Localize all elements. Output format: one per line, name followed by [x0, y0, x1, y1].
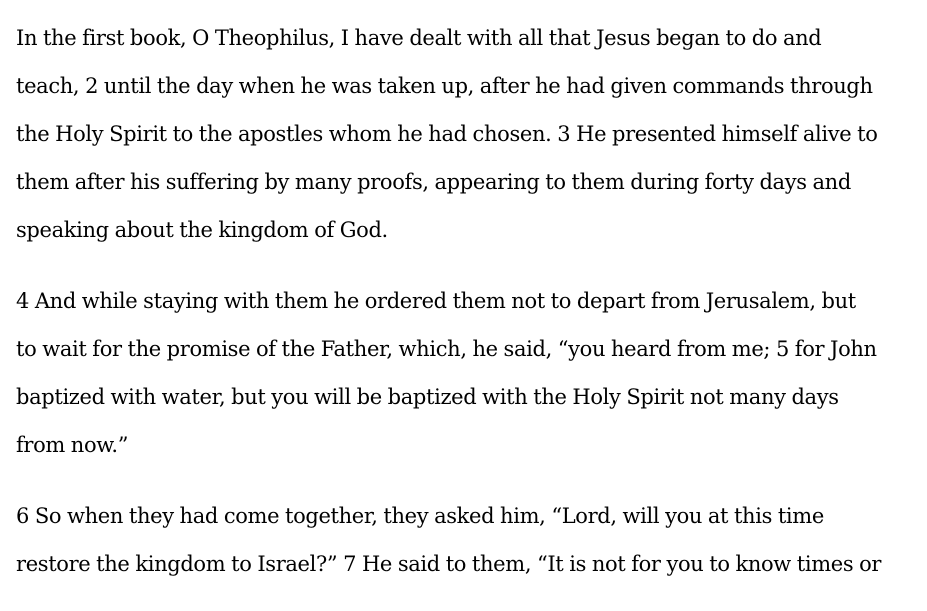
text-line: speaking about the kingdom of God.	[16, 218, 388, 242]
text-line: to wait for the promise of the Father, which, he said, “you heard from me; 5 for John	[16, 337, 877, 361]
text-line: restore the kingdom to Israel?” 7 He said to them, “It is not for you to know times or	[16, 552, 882, 576]
text-line: 6 So when they had come together, they asked him, “Lord, will you at this time	[16, 504, 824, 528]
reading-pane	[16, 14, 916, 611]
text-line: from now.”	[16, 433, 129, 457]
text-line: In the first book, O Theophilus, I have dealt with all that Jesus began to do and	[16, 26, 822, 50]
text-line: the Holy Spirit to the apostles whom he had chosen. 3 He presented himself alive to	[16, 122, 878, 146]
paragraph-2	[16, 277, 916, 469]
paragraph-1	[16, 14, 916, 254]
text-line: teach, 2 until the day when he was taken up, after he had given commands through	[16, 74, 873, 98]
paragraph-3	[16, 492, 916, 588]
text-line: 4 And while staying with them he ordered them not to depart from Jerusalem, but	[16, 289, 856, 313]
text-line: them after his suffering by many proofs, appearing to them during forty days and	[16, 170, 851, 194]
text-line: baptized with water, but you will be baptized with the Holy Spirit not many days	[16, 385, 839, 409]
